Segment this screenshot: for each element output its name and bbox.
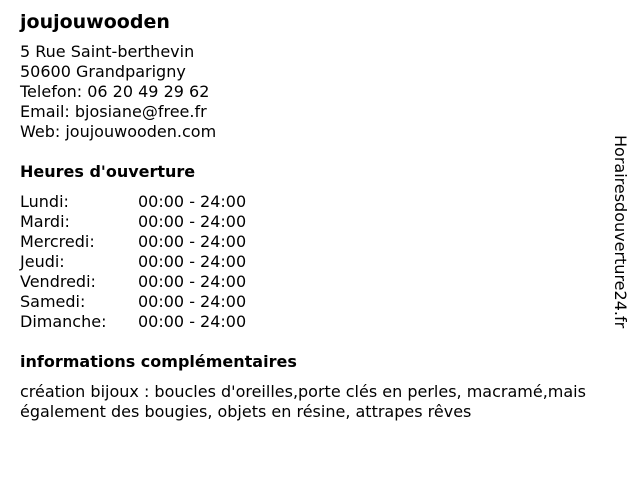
hours-day: Jeudi: xyxy=(20,252,65,271)
hours-row xyxy=(20,232,246,252)
hours-time: 00:00 - 24:00 xyxy=(138,212,247,231)
info-text: création bijoux : boucles d'oreilles,porte clés en perles, macramé,mais également des bougies, objets en résine, attrapes rêves xyxy=(20,382,586,421)
business-name: joujouwooden xyxy=(20,11,170,33)
hours-time: 00:00 - 24:00 xyxy=(138,252,247,271)
hours-table xyxy=(20,192,246,332)
hours-time: 00:00 - 24:00 xyxy=(138,192,247,211)
hours-row xyxy=(20,192,246,212)
hours-row xyxy=(20,312,246,332)
web-line: Web: joujouwooden.com xyxy=(20,122,217,141)
hours-row xyxy=(20,252,246,272)
site-label: Horairesdouverture24.fr xyxy=(611,135,630,329)
hours-day: Lundi: xyxy=(20,192,69,211)
address-line-1: 5 Rue Saint-berthevin xyxy=(20,42,195,61)
hours-day: Dimanche: xyxy=(20,312,107,331)
contact-block xyxy=(20,42,600,142)
hours-day: Mardi: xyxy=(20,212,70,231)
hours-day: Samedi: xyxy=(20,292,86,311)
hours-title: Heures d'ouverture xyxy=(20,162,196,181)
business-card xyxy=(20,10,600,422)
hours-time: 00:00 - 24:00 xyxy=(138,272,247,291)
hours-time: 00:00 - 24:00 xyxy=(138,312,247,331)
phone-line: Telefon: 06 20 49 29 62 xyxy=(20,82,210,101)
info-title: informations complémentaires xyxy=(20,352,297,371)
address-line-2: 50600 Grandparigny xyxy=(20,62,186,81)
hours-row xyxy=(20,292,246,312)
hours-time: 00:00 - 24:00 xyxy=(138,292,247,311)
hours-day: Vendredi: xyxy=(20,272,96,291)
hours-day: Mercredi: xyxy=(20,232,95,251)
hours-row xyxy=(20,272,246,292)
hours-row xyxy=(20,212,246,232)
hours-time: 00:00 - 24:00 xyxy=(138,232,247,251)
email-line: Email: bjosiane@free.fr xyxy=(20,102,207,121)
